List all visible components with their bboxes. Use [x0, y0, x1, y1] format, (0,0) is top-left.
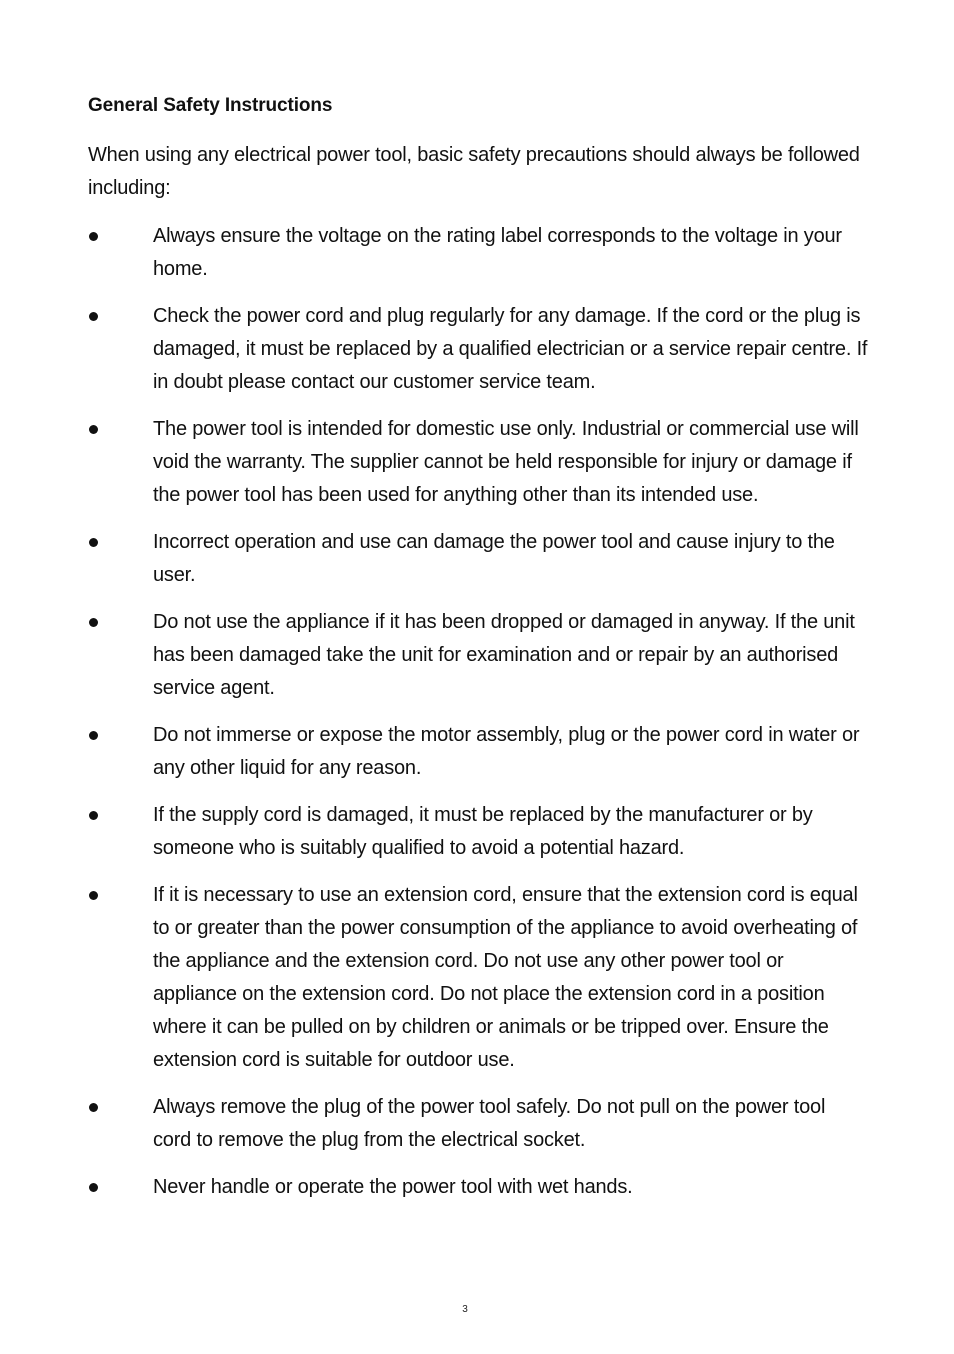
list-item	[88, 300, 868, 399]
intro-paragraph: When using any electrical power tool, basic safety precautions should always be followed including:	[88, 144, 860, 199]
bullet-icon	[89, 232, 98, 241]
bullet-icon	[89, 811, 98, 820]
list-item	[88, 1171, 868, 1204]
list-item-text: Always ensure the voltage on the rating label corresponds to the voltage in your home.	[153, 225, 842, 280]
list-item	[88, 220, 868, 286]
list-item-text: Do not use the appliance if it has been dropped or damaged in anyway. If the unit has been damaged take the unit for examination and or repair by an authorised service agent.	[153, 611, 855, 699]
list-item-text: Always remove the plug of the power tool safely. Do not pull on the power tool cord to remove the plug from the electrical socket.	[153, 1096, 826, 1151]
list-item	[88, 879, 868, 1077]
safety-instructions-list	[88, 220, 868, 1204]
section-heading: General Safety Instructions	[88, 95, 333, 116]
document-page	[88, 92, 868, 1218]
list-item	[88, 413, 868, 512]
list-item-text: If it is necessary to use an extension cord, ensure that the extension cord is equal to or greater than the power consumption of the appliance to avoid overheating of the appliance and the extension cord. Do not use any other power tool or appliance on the extension cord. Do not place the extension cord in a position where it can be pulled on by children or animals or be tripped over. Ensure the extension cord is suitable for outdoor use.	[153, 884, 858, 1071]
bullet-icon	[89, 618, 98, 627]
list-item-text: Incorrect operation and use can damage the power tool and cause injury to the user.	[153, 531, 835, 586]
bullet-icon	[89, 538, 98, 547]
bullet-icon	[89, 891, 98, 900]
list-item	[88, 799, 868, 865]
list-item-text: Never handle or operate the power tool with wet hands.	[153, 1176, 633, 1198]
list-item-text: If the supply cord is damaged, it must be replaced by the manufacturer or by someone who is suitably qualified to avoid a potential hazard.	[153, 804, 813, 859]
list-item-text: Do not immerse or expose the motor assembly, plug or the power cord in water or any other liquid for any reason.	[153, 724, 860, 779]
list-item-text: The power tool is intended for domestic use only. Industrial or commercial use will void the warranty. The supplier cannot be held responsible for injury or damage if the power tool has been used for anything other than its intended use.	[153, 418, 859, 506]
bullet-icon	[89, 1183, 98, 1192]
page-number: 3	[462, 1304, 468, 1315]
list-item-text: Check the power cord and plug regularly for any damage. If the cord or the plug is damaged, it must be replaced by a qualified electrician or a service repair centre. If in doubt please contact our customer service team.	[153, 305, 868, 393]
bullet-icon	[89, 731, 98, 740]
bullet-icon	[89, 425, 98, 434]
list-item	[88, 1091, 868, 1157]
list-item	[88, 719, 868, 785]
list-item	[88, 526, 868, 592]
bullet-icon	[89, 1103, 98, 1112]
list-item	[88, 606, 868, 705]
bullet-icon	[89, 312, 98, 321]
